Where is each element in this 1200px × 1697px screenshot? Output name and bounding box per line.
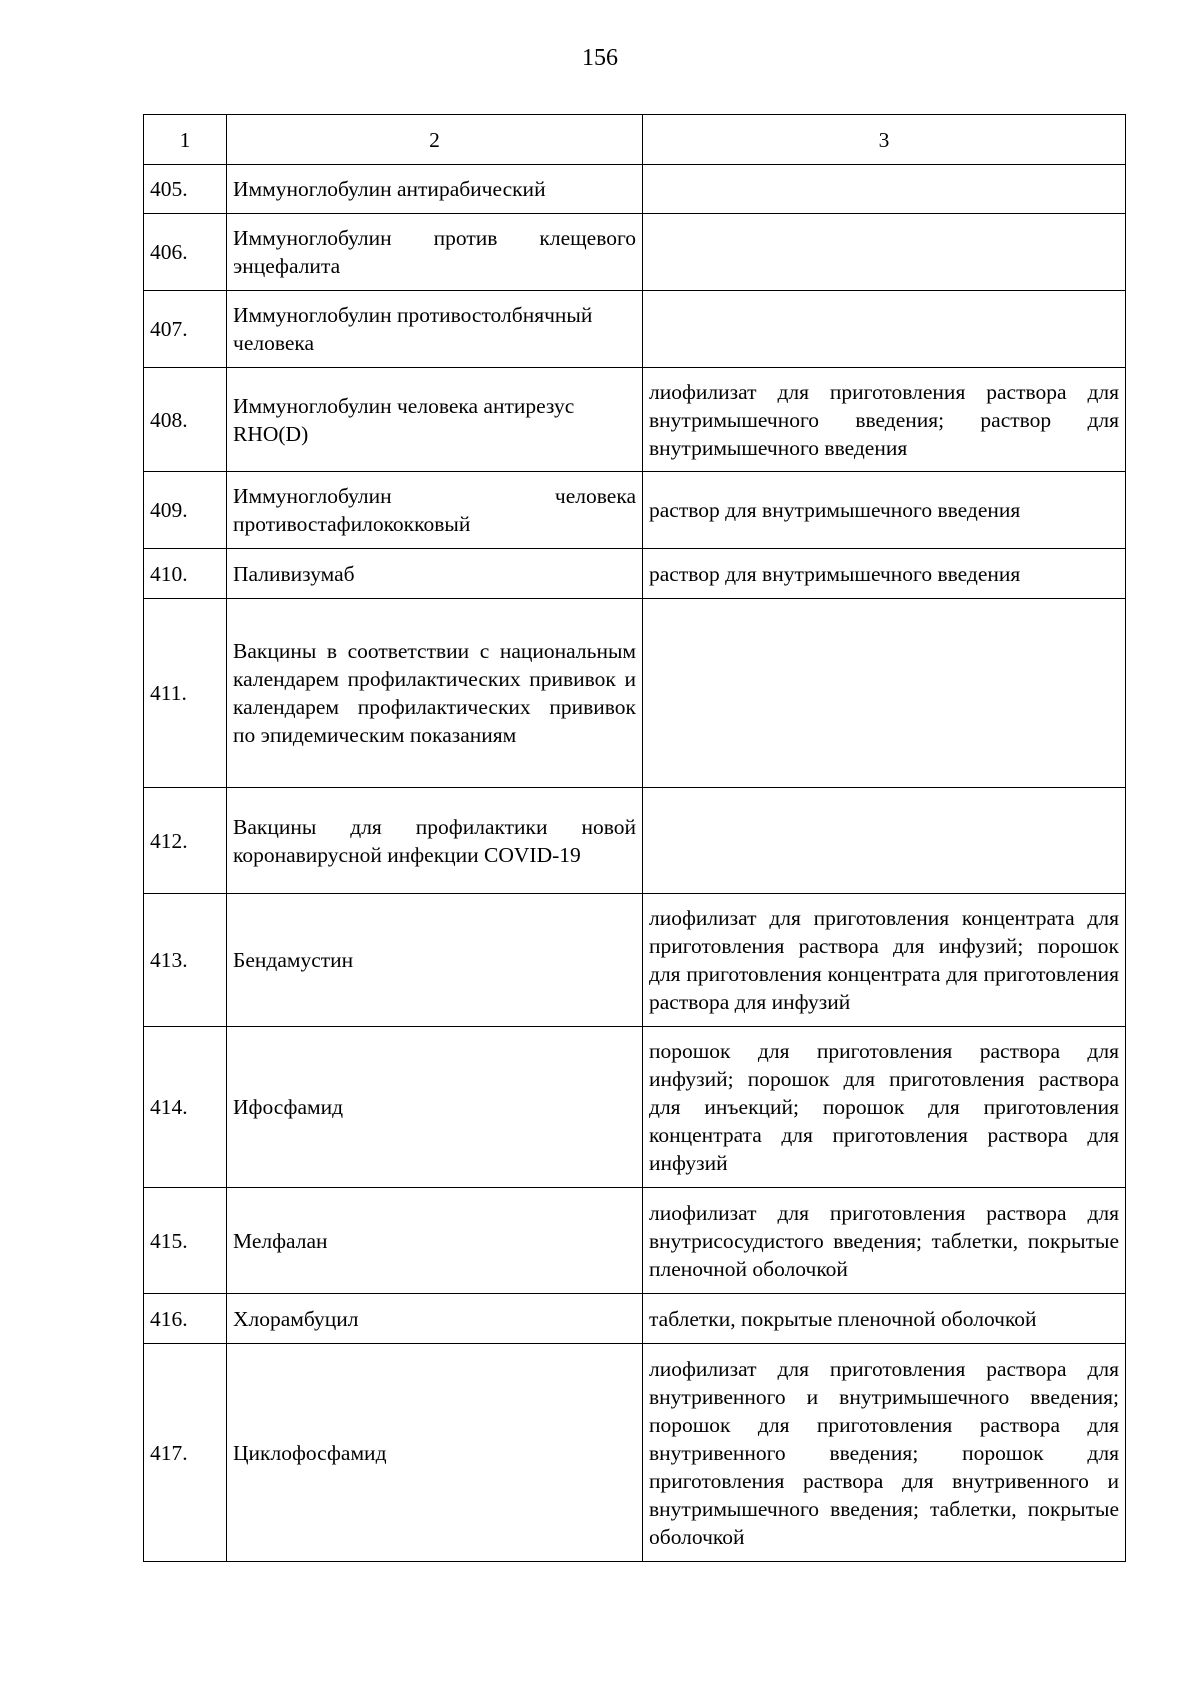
dosage-form <box>643 291 1126 368</box>
table-row <box>144 1294 1126 1344</box>
column-header-1: 1 <box>144 115 227 165</box>
drug-name: Ифосфамид <box>227 1027 643 1188</box>
table-row <box>144 788 1126 894</box>
table-row <box>144 1344 1126 1562</box>
drug-name: Иммуноглобулин человека противостафилококковый <box>227 472 643 549</box>
drug-name: Бендамустин <box>227 894 643 1027</box>
row-number: 413. <box>144 894 227 1027</box>
drug-name: Циклофосфамид <box>227 1344 643 1562</box>
dosage-form <box>643 788 1126 894</box>
table-row <box>144 472 1126 549</box>
row-number: 408. <box>144 368 227 472</box>
dosage-form: лиофилизат для приготовления раствора для внутримышечного введения; раствор для внутримышечного введения <box>643 368 1126 472</box>
page-number: 156 <box>582 45 618 71</box>
row-number: 407. <box>144 291 227 368</box>
drug-name: Иммуноглобулин антирабический <box>227 165 643 214</box>
row-number: 412. <box>144 788 227 894</box>
row-number: 417. <box>144 1344 227 1562</box>
dosage-form: таблетки, покрытые пленочной оболочкой <box>643 1294 1126 1344</box>
table-row <box>144 549 1126 599</box>
column-header-2: 2 <box>227 115 643 165</box>
row-number: 416. <box>144 1294 227 1344</box>
dosage-form <box>643 214 1126 291</box>
table-header-row <box>144 115 1126 165</box>
drug-name: Иммуноглобулин против клещевого энцефалита <box>227 214 643 291</box>
drug-name: Вакцины в соответствии с национальным календарем профилактических прививок и календарем профилактических прививок по эпидемическим показаниям <box>227 599 643 788</box>
column-header-3: 3 <box>643 115 1126 165</box>
drug-name: Паливизумаб <box>227 549 643 599</box>
dosage-form: порошок для приготовления раствора для инфузий; порошок для приготовления раствора для инъекций; порошок для приготовления концентрата для приготовления раствора для инфузий <box>643 1027 1126 1188</box>
dosage-form: лиофилизат для приготовления концентрата для приготовления раствора для инфузий; порошок для приготовления концентрата для приготовления раствора для инфузий <box>643 894 1126 1027</box>
row-number: 411. <box>144 599 227 788</box>
table-row <box>144 599 1126 788</box>
table-row <box>144 1188 1126 1294</box>
table-row <box>144 1027 1126 1188</box>
dosage-form <box>643 165 1126 214</box>
dosage-form: лиофилизат для приготовления раствора для внутрисосудистого введения; таблетки, покрытые пленочной оболочкой <box>643 1188 1126 1294</box>
dosage-form <box>643 599 1126 788</box>
drug-name: Иммуноглобулин противостолбнячный человека <box>227 291 643 368</box>
table-row <box>144 894 1126 1027</box>
dosage-form: лиофилизат для приготовления раствора для внутривенного и внутримышечного введения; порошок для приготовления раствора для внутривенного введения; порошок для приготовления раствора для внутривенного и внутримышечного введения; таблетки, покрытые оболочкой <box>643 1344 1126 1562</box>
drug-name: Хлорамбуцил <box>227 1294 643 1344</box>
dosage-form: раствор для внутримышечного введения <box>643 472 1126 549</box>
drug-name: Вакцины для профилактики новой коронавирусной инфекции COVID-19 <box>227 788 643 894</box>
drug-name: Иммуноглобулин человека антирезус RHO(D) <box>227 368 643 472</box>
table-row <box>144 291 1126 368</box>
row-number: 406. <box>144 214 227 291</box>
row-number: 405. <box>144 165 227 214</box>
table-row <box>144 214 1126 291</box>
medication-table <box>143 114 1126 1562</box>
dosage-form: раствор для внутримышечного введения <box>643 549 1126 599</box>
row-number: 414. <box>144 1027 227 1188</box>
drug-name: Мелфалан <box>227 1188 643 1294</box>
row-number: 409. <box>144 472 227 549</box>
row-number: 410. <box>144 549 227 599</box>
table-row <box>144 368 1126 472</box>
row-number: 415. <box>144 1188 227 1294</box>
table-row <box>144 165 1126 214</box>
